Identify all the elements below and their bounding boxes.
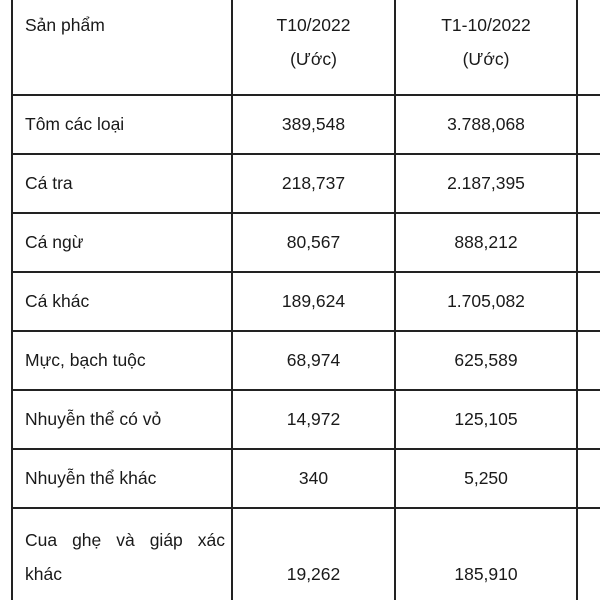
row-extra-cell <box>577 213 600 272</box>
row-extra-cell <box>577 508 600 600</box>
table-row <box>12 213 600 272</box>
row-cumulative-value: 125,105 <box>395 390 577 449</box>
table-row <box>12 95 600 154</box>
row-product-name: Nhuyễn thể khác <box>12 449 232 508</box>
header-product-label: Sản phẩm <box>25 15 105 35</box>
row-month-value: 189,624 <box>232 272 395 331</box>
row-product-name: Tôm các loại <box>12 95 232 154</box>
table-row <box>12 331 600 390</box>
row-extra-cell <box>577 449 600 508</box>
row-month-value: 340 <box>232 449 395 508</box>
row-extra-cell <box>577 331 600 390</box>
row-product-name: Cá khác <box>12 272 232 331</box>
header-cumulative <box>395 0 577 95</box>
row-extra-cell <box>577 95 600 154</box>
header-extra-cell <box>577 0 600 95</box>
row-month-value: 14,972 <box>232 390 395 449</box>
row-month-value: 218,737 <box>232 154 395 213</box>
row-extra-cell <box>577 390 600 449</box>
row-product-name: Cá ngừ <box>12 213 232 272</box>
table-row <box>12 154 600 213</box>
row-product-name: Cá tra <box>12 154 232 213</box>
seafood-export-table <box>11 0 600 600</box>
row-cumulative-value: 2.187,395 <box>395 154 577 213</box>
header-cumulative-sub: (Ước) <box>462 49 510 69</box>
row-cumulative-value: 625,589 <box>395 331 577 390</box>
row-month-value: 68,974 <box>232 331 395 390</box>
row-extra-cell <box>577 154 600 213</box>
row-month-value: 389,548 <box>232 95 395 154</box>
table-row <box>12 449 600 508</box>
row-cumulative-value: 5,250 <box>395 449 577 508</box>
row-cumulative-value: 1.705,082 <box>395 272 577 331</box>
row-cumulative-value: 3.788,068 <box>395 95 577 154</box>
header-cumulative-label: T1-10/2022 <box>441 15 531 35</box>
row-cumulative-value: 888,212 <box>395 213 577 272</box>
table-row <box>12 390 600 449</box>
row-cumulative-value: 185,910 <box>395 508 577 600</box>
row-extra-cell <box>577 272 600 331</box>
header-product <box>12 0 232 95</box>
header-month-sub: (Ước) <box>290 49 337 69</box>
row-product-name: Nhuyễn thể có vỏ <box>12 390 232 449</box>
row-product-name: Cua ghẹ và giáp xác khác <box>12 508 232 600</box>
table-row <box>12 508 600 600</box>
header-month <box>232 0 395 95</box>
table-row <box>12 272 600 331</box>
row-product-name: Mực, bạch tuộc <box>12 331 232 390</box>
row-month-value: 80,567 <box>232 213 395 272</box>
table-header-row <box>12 0 600 95</box>
row-month-value: 19,262 <box>232 508 395 600</box>
header-month-label: T10/2022 <box>276 15 351 35</box>
